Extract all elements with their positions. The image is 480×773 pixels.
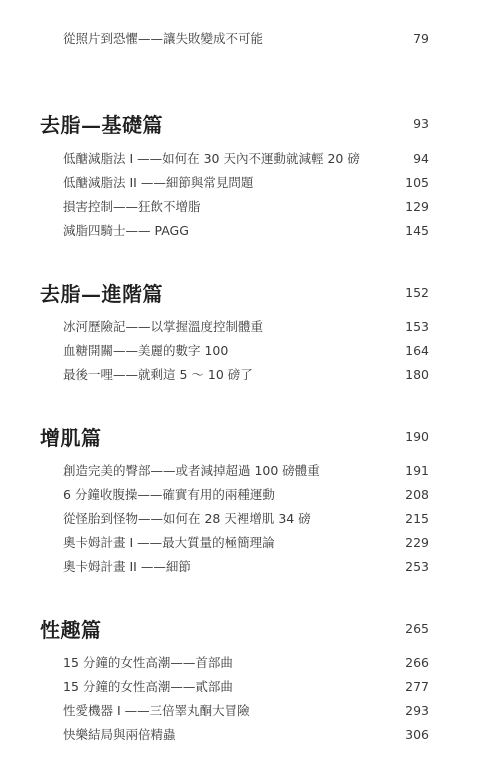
toc-entry[interactable] [63, 554, 429, 578]
entry-page-number: 79 [413, 30, 429, 46]
toc-entry[interactable] [63, 458, 429, 482]
entry-page-number: 208 [405, 486, 429, 502]
section-title: 性趣篇 [40, 617, 102, 642]
toc-entry[interactable] [63, 170, 429, 194]
entry-page-number: 105 [405, 174, 429, 190]
toc-entry[interactable] [63, 674, 429, 698]
section-title: 增肌篇 [40, 425, 102, 450]
entry-page-number: 164 [405, 342, 429, 358]
entry-title: 低醣減脂法 I ——如何在 30 天內不運動就減輕 20 磅 [63, 151, 360, 166]
entry-title: 奧卡姆計畫 II ——細節 [63, 559, 191, 574]
entry-title: 血糖開關——美麗的數字 100 [63, 343, 229, 358]
entry-title: 創造完美的臀部——或者減掉超過 100 磅體重 [63, 463, 320, 478]
entry-title: 從照片到恐懼——讓失敗變成不可能 [63, 31, 264, 46]
toc-entry[interactable] [63, 314, 429, 338]
entry-title: 15 分鐘的女性高潮——貳部曲 [63, 679, 233, 694]
entry-title: 冰河歷險記——以掌握溫度控制體重 [63, 319, 264, 334]
entry-page-number: 253 [405, 558, 429, 574]
entry-page-number: 266 [405, 654, 429, 670]
entry-page-number: 129 [405, 198, 429, 214]
section-heading[interactable] [40, 277, 429, 307]
entry-page-number: 94 [413, 150, 429, 166]
toc-entry[interactable] [63, 218, 429, 242]
toc-entry[interactable] [63, 482, 429, 506]
section-heading[interactable] [40, 613, 429, 643]
section-page-number: 152 [405, 284, 429, 300]
entry-page-number: 293 [405, 702, 429, 718]
entry-page-number: 229 [405, 534, 429, 550]
toc-entry[interactable] [63, 506, 429, 530]
toc-entry[interactable] [63, 530, 429, 554]
toc-entry[interactable] [63, 194, 429, 218]
toc-entry[interactable] [63, 26, 429, 50]
toc-entry[interactable] [63, 698, 429, 722]
entry-page-number: 215 [405, 510, 429, 526]
entry-title: 15 分鐘的女性高潮——首部曲 [63, 655, 233, 670]
entry-title: 快樂結局與兩倍精蟲 [63, 727, 176, 742]
section-page-number: 265 [405, 620, 429, 636]
toc-entry[interactable] [63, 338, 429, 362]
entry-page-number: 277 [405, 678, 429, 694]
entry-page-number: 191 [405, 462, 429, 478]
entry-title: 損害控制——狂飲不增脂 [63, 199, 201, 214]
section-heading[interactable] [40, 108, 429, 138]
entry-title: 低醣減脂法 II ——細節與常見問題 [63, 175, 254, 190]
entry-title: 最後一哩——就剩這 5 ～ 10 磅了 [63, 367, 253, 382]
entry-title: 從怪胎到怪物——如何在 28 天裡增肌 34 磅 [63, 511, 311, 526]
section-page-number: 93 [413, 115, 429, 131]
entry-title: 奧卡姆計畫 I ——最大質量的極簡理論 [63, 535, 275, 550]
entry-page-number: 145 [405, 222, 429, 238]
section-title: 去脂—基礎篇 [40, 112, 163, 137]
entry-page-number: 306 [405, 726, 429, 742]
section-title: 去脂—進階篇 [40, 281, 163, 306]
toc-entry[interactable] [63, 722, 429, 746]
entry-title: 6 分鐘收腹操——確實有用的兩種運動 [63, 487, 275, 502]
entry-title: 性愛機器 I ——三倍睪丸酮大冒險 [63, 703, 250, 718]
entry-page-number: 180 [405, 366, 429, 382]
section-heading[interactable] [40, 421, 429, 451]
toc-entry[interactable] [63, 362, 429, 386]
toc-entry[interactable] [63, 650, 429, 674]
section-page-number: 190 [405, 428, 429, 444]
entry-page-number: 153 [405, 318, 429, 334]
entry-title: 減脂四騎士—— PAGG [63, 223, 189, 238]
toc-entry[interactable] [63, 146, 429, 170]
